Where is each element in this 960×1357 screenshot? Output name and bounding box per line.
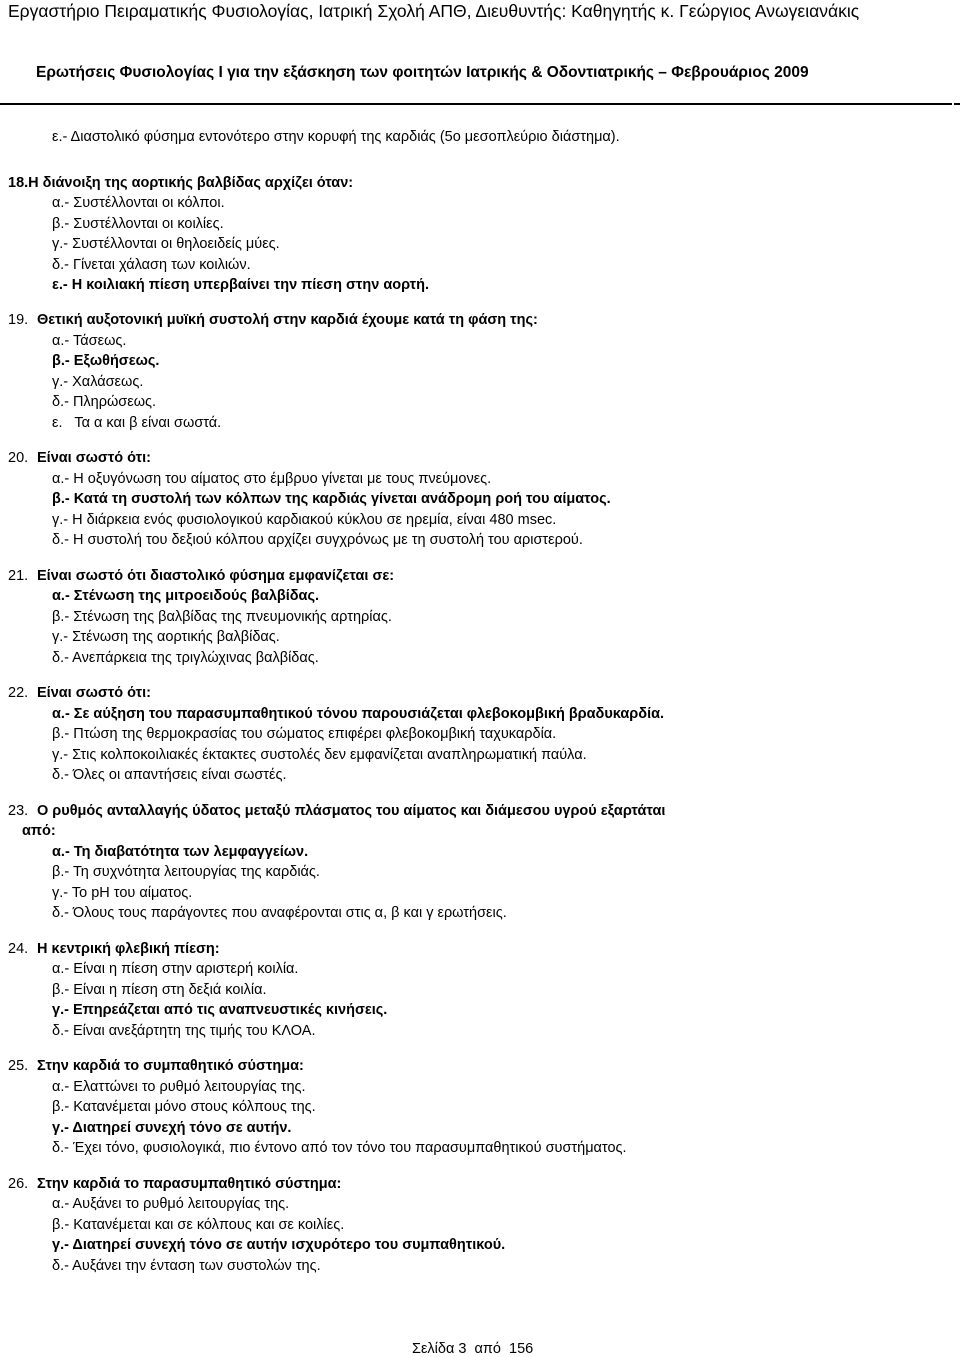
question-number: 21.: [8, 568, 29, 584]
answer-line-correct: γ.- Διατηρεί συνεχή τόνο σε αυτήν ισχυρότερο του συμπαθητικού.: [52, 1237, 506, 1253]
answer-line-correct: ε.- Η κοιλιακή πίεση υπερβαίνει την πίεση στην αορτή.: [52, 277, 430, 293]
question-number: 26.: [8, 1176, 29, 1192]
question-number: 19.: [8, 312, 29, 328]
page-number: Σελίδα 3 από 156: [412, 1341, 534, 1357]
question-18: 18.Η διάνοιξη της αορτικής βαλβίδας αρχίζει όταν:: [8, 175, 354, 191]
answer-line: δ.- Έχει τόνο, φυσιολογικά, πιο έντονο από τον τόνο του παρασυμπαθητικού συστήματος.: [52, 1140, 627, 1156]
answer-line: δ.- Η συστολή του δεξιού κόλπου αρχίζει συγχρόνως με τη συστολή του αριστερού.: [52, 532, 583, 548]
question-23: Ο ρυθμός ανταλλαγής ύδατος μεταξύ πλάσματος του αίματος και διάμεσου υγρού εξαρτάται: [37, 803, 666, 819]
answer-line: α.- Η οξυγόνωση του αίματος στο έμβρυο γίνεται με τους πνεύμονες.: [52, 471, 492, 487]
answer-line: δ.- Γίνεται χάλαση των κοιλιών.: [52, 257, 251, 273]
header-divider: [0, 103, 952, 105]
answer-line: γ.- Χαλάσεως.: [52, 374, 144, 390]
answer-line: α.- Συστέλλονται οι κόλποι.: [52, 195, 225, 211]
question-20: Είναι σωστό ότι:: [37, 450, 151, 466]
answer-line: δ.- Όλους τους παράγοντες που αναφέρονται στις α, β και γ ερωτήσεις.: [52, 905, 507, 921]
institution-title: Εργαστήριο Πειραματικής Φυσιολογίας, Ιατρική Σχολή ΑΠΘ, Διευθυντής: Καθηγητής κ. Γεώργιος Ανωγειανάκις: [8, 1, 860, 21]
answer-line: δ.- Είναι ανεξάρτητη της τιμής του ΚΛΟΑ.: [52, 1023, 316, 1039]
answer-line-correct: α.- Τη διαβατότητα των λεμφαγγείων.: [52, 844, 309, 860]
question-number: 24.: [8, 941, 29, 957]
question-number: 25.: [8, 1058, 29, 1074]
answer-line: γ.- Στις κολποκοιλιακές έκτακτες συστολές δεν εμφανίζεται αναπληρωματική παύλα.: [52, 747, 587, 763]
answer-line: β.- Είναι η πίεση στη δεξιά κοιλία.: [52, 982, 267, 998]
answer-line: δ.- Αυξάνει την ένταση των συστολών της.: [52, 1258, 321, 1274]
header-divider-tick: [954, 103, 960, 105]
question-21: Είναι σωστό ότι διαστολικό φύσημα εμφανίζεται σε:: [37, 568, 395, 584]
answer-line-correct: γ.- Διατηρεί συνεχή τόνο σε αυτήν.: [52, 1120, 292, 1136]
answer-line: δ.- Ανεπάρκεια της τριγλώχινας βαλβίδας.: [52, 650, 319, 666]
answer-line: β.- Στένωση της βαλβίδας της πνευμονικής αρτηρίας.: [52, 609, 392, 625]
question-number: 20.: [8, 450, 29, 466]
answer-line-correct: β.- Εξωθήσεως.: [52, 353, 160, 369]
answer-line: β.- Κατανέμεται και σε κόλπους και σε κοιλίες.: [52, 1217, 345, 1233]
answer-line: β.- Τη συχνότητα λειτουργίας της καρδιάς.: [52, 864, 320, 880]
question-24: Η κεντρική φλεβική πίεση:: [37, 941, 220, 957]
answer-line: α.- Είναι η πίεση στην αριστερή κοιλία.: [52, 961, 299, 977]
question-number: 22.: [8, 685, 29, 701]
answer-line-correct: β.- Κατά τη συστολή των κόλπων της καρδιάς γίνεται ανάδρομη ροή του αίματος.: [52, 491, 611, 507]
answer-line: γ.- Η διάρκεια ενός φυσιολογικού καρδιακού κύκλου σε ηρεμία, είναι 480 msec.: [52, 512, 557, 528]
answer-line: ε.- Διαστολικό φύσημα εντονότερο στην κορυφή της καρδιάς (5ο μεσοπλεύριο διάστημα).: [52, 129, 620, 145]
answer-line: γ.- Συστέλλονται οι θηλοειδείς μύες.: [52, 236, 280, 252]
document-subtitle: Ερωτήσεις Φυσιολογίας Ι για την εξάσκηση των φοιτητών Ιατρικής & Οδοντιατρικής – Φεβρουάριος 2009: [36, 64, 809, 81]
answer-line-correct: α.- Σε αύξηση του παρασυμπαθητικού τόνου παρουσιάζεται φλεβοκομβική βραδυκαρδία.: [52, 706, 665, 722]
question-25: Στην καρδιά το συμπαθητικό σύστημα:: [37, 1058, 304, 1074]
question-26: Στην καρδιά το παρασυμπαθητικό σύστημα:: [37, 1176, 342, 1192]
question-23-continued: από:: [22, 823, 56, 839]
answer-line: β.- Πτώση της θερμοκρασίας του σώματος επιφέρει φλεβοκομβική ταχυκαρδία.: [52, 726, 557, 742]
question-19: Θετική αυξοτονική μυϊκή συστολή στην καρδιά έχουμε κατά τη φάση της:: [37, 312, 538, 328]
answer-line: γ.- Στένωση της αορτικής βαλβίδας.: [52, 629, 280, 645]
answer-line: δ.- Πληρώσεως.: [52, 394, 157, 410]
answer-line: β.- Κατανέμεται μόνο στους κόλπους της.: [52, 1099, 316, 1115]
question-number: 23.: [8, 803, 29, 819]
answer-line-correct: α.- Στένωση της μιτροειδούς βαλβίδας.: [52, 588, 320, 604]
answer-line: δ.- Όλες οι απαντήσεις είναι σωστές.: [52, 767, 287, 783]
answer-line: γ.- Το pH του αίματος.: [52, 885, 193, 901]
answer-line: β.- Συστέλλονται οι κοιλίες.: [52, 216, 224, 232]
answer-line: α.- Τάσεως.: [52, 333, 127, 349]
answer-line: α.- Ελαττώνει το ρυθμό λειτουργίας της.: [52, 1079, 306, 1095]
answer-line-correct: γ.- Επηρεάζεται από τις αναπνευστικές κινήσεις.: [52, 1002, 388, 1018]
question-22: Είναι σωστό ότι:: [37, 685, 151, 701]
answer-line: α.- Αυξάνει το ρυθμό λειτουργίας της.: [52, 1196, 290, 1212]
answer-line: ε. Τα α και β είναι σωστά.: [52, 415, 222, 431]
